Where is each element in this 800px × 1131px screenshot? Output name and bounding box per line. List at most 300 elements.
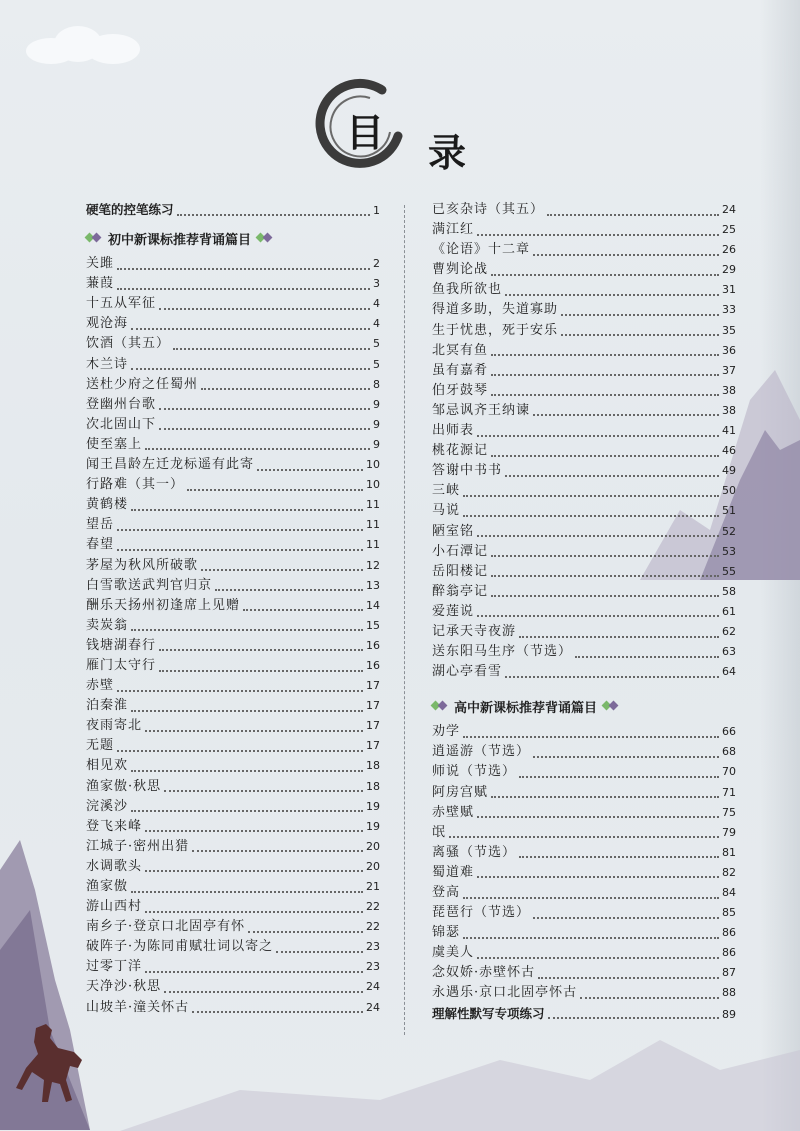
- toc-entry-title: 雁门太守行: [86, 657, 157, 673]
- toc-entry[interactable]: [86, 254, 380, 274]
- toc-entry[interactable]: [86, 937, 380, 957]
- toc-entry[interactable]: [86, 696, 380, 716]
- mountain-bottom-decoration: [120, 1020, 800, 1131]
- toc-entry-outro[interactable]: [432, 1004, 736, 1024]
- toc-entry-page: 31: [722, 283, 736, 297]
- diamond-icon: [432, 700, 448, 712]
- toc-entry[interactable]: [86, 576, 380, 596]
- toc-entry-page: 11: [366, 498, 380, 512]
- toc-entry-title: 蒹葭: [86, 276, 115, 292]
- toc-entry-title: 游山西村: [86, 899, 143, 915]
- toc-entry-title: 蜀道难: [432, 864, 475, 880]
- toc-entry-title: 出师表: [432, 423, 475, 439]
- leader-dots: [491, 373, 719, 376]
- toc-entry[interactable]: [432, 903, 736, 923]
- toc-entry[interactable]: [86, 435, 380, 455]
- leader-dots: [491, 574, 719, 577]
- toc-entry-title: 阿房宫赋: [432, 784, 489, 800]
- toc-entry[interactable]: [432, 823, 736, 843]
- section-heading-junior: [86, 224, 380, 252]
- toc-entry-title: 虞美人: [432, 945, 475, 961]
- toc-entry-title: 离骚（节选）: [432, 844, 517, 860]
- leader-dots: [159, 669, 363, 672]
- toc-entry-page: 86: [722, 946, 736, 960]
- toc-entry-page: 58: [722, 584, 736, 598]
- toc-entry[interactable]: [432, 381, 736, 401]
- leader-dots: [192, 1010, 363, 1013]
- toc-entry-title: 满江红: [432, 222, 475, 238]
- toc-entry-page: 86: [722, 926, 736, 940]
- toc-entry[interactable]: [86, 877, 380, 897]
- toc-entry[interactable]: [86, 897, 380, 917]
- toc-entry-title: 锦瑟: [432, 925, 461, 941]
- toc-entry-page: 9: [373, 397, 380, 411]
- toc-entry[interactable]: [432, 943, 736, 963]
- toc-entry[interactable]: [86, 656, 380, 676]
- toc-entry-title: 答谢中书书: [432, 463, 503, 479]
- toc-entry-page: 68: [722, 745, 736, 759]
- toc-entry-title: 《论语》十二章: [432, 242, 531, 258]
- toc-entry-page: 25: [722, 223, 736, 237]
- leader-dots: [580, 996, 719, 999]
- section-title: 初中新课标推荐背诵篇目: [108, 232, 252, 248]
- toc-entry-page: 33: [722, 303, 736, 317]
- toc-entry-page: 38: [722, 383, 736, 397]
- toc-entry[interactable]: [432, 200, 736, 220]
- leader-dots: [491, 353, 719, 356]
- toc-entry[interactable]: [432, 501, 736, 521]
- toc-entry[interactable]: [86, 716, 380, 736]
- toc-entry-page: 16: [366, 658, 380, 672]
- toc-entry[interactable]: [86, 596, 380, 616]
- toc-entry-title: 鱼我所欲也: [432, 282, 503, 298]
- leader-dots: [201, 387, 370, 390]
- toc-entry-title: 爱莲说: [432, 603, 475, 619]
- toc-entry-page: 24: [366, 1000, 380, 1014]
- leader-dots: [192, 849, 363, 852]
- toc-entry[interactable]: [432, 562, 736, 582]
- toc-entry-title: 理解性默写专项练习: [432, 1005, 545, 1021]
- toc-entry[interactable]: [86, 475, 380, 495]
- toc-entry-page: 9: [373, 417, 380, 431]
- toc-left-column: [86, 200, 380, 1018]
- toc-entry[interactable]: [86, 777, 380, 797]
- toc-entry-page: 17: [366, 739, 380, 753]
- toc-entry[interactable]: [86, 676, 380, 696]
- toc-entry[interactable]: [86, 616, 380, 636]
- leader-dots: [505, 293, 719, 296]
- leader-dots: [145, 829, 363, 832]
- horse-silhouette: [8, 1020, 88, 1110]
- leader-dots: [257, 468, 363, 471]
- title-char-mu: 目: [346, 111, 385, 155]
- leader-dots: [519, 635, 719, 638]
- toc-entry-title: 使至塞上: [86, 436, 143, 452]
- leader-dots: [491, 594, 719, 597]
- leader-dots: [477, 233, 719, 236]
- toc-entry-page: 79: [722, 825, 736, 839]
- leader-dots: [463, 514, 719, 517]
- toc-entry-page: 15: [366, 618, 380, 632]
- toc-entry-page: 11: [366, 518, 380, 532]
- leader-dots: [561, 313, 719, 316]
- toc-entry[interactable]: [432, 803, 736, 823]
- leader-dots: [187, 488, 363, 491]
- toc-entry[interactable]: [432, 361, 736, 381]
- toc-entry-page: 14: [366, 598, 380, 612]
- section-title: 高中新课标推荐背诵篇目: [454, 700, 598, 716]
- toc-entry-page: 85: [722, 906, 736, 920]
- toc-entry[interactable]: [432, 522, 736, 542]
- toc-entry[interactable]: [432, 883, 736, 903]
- toc-entry-title: 送东阳马生序（节选）: [432, 644, 573, 660]
- toc-entry-title: 南乡子·登京口北固亭有怀: [86, 919, 246, 935]
- toc-entry-title: 马说: [432, 503, 461, 519]
- toc-entry-page: 1: [373, 204, 380, 217]
- toc-entry[interactable]: [86, 556, 380, 576]
- toc-entry-page: 24: [366, 980, 380, 994]
- toc-entry-page: 70: [722, 765, 736, 779]
- toc-entry[interactable]: [86, 274, 380, 294]
- toc-entry[interactable]: [86, 636, 380, 656]
- toc-entry[interactable]: [86, 977, 380, 997]
- toc-entry[interactable]: [432, 220, 736, 240]
- toc-entry-page: 81: [722, 845, 736, 859]
- toc-entry-page: 13: [366, 578, 380, 592]
- leader-dots: [491, 454, 719, 457]
- section-heading-senior: [432, 692, 736, 720]
- toc-entry[interactable]: [86, 415, 380, 435]
- toc-entry-title: 江城子·密州出猎: [86, 838, 190, 854]
- toc-entry[interactable]: [432, 341, 736, 361]
- toc-entry-page: 19: [366, 819, 380, 833]
- diamond-icon: [257, 232, 273, 244]
- toc-entry[interactable]: [86, 797, 380, 817]
- toc-entry-page: 10: [366, 458, 380, 472]
- toc-entry-page: 9: [373, 437, 380, 451]
- leader-dots: [538, 976, 719, 979]
- toc-entry-title: 湖心亭看雪: [432, 664, 503, 680]
- toc-entry-page: 66: [722, 725, 736, 739]
- toc-entry[interactable]: [86, 817, 380, 837]
- toc-entry-page: 18: [366, 759, 380, 773]
- toc-entry[interactable]: [86, 455, 380, 475]
- leader-dots: [117, 528, 363, 531]
- leader-dots: [131, 769, 363, 772]
- toc-entry-page: 5: [373, 357, 380, 371]
- leader-dots: [243, 608, 363, 611]
- leader-dots: [117, 287, 370, 290]
- leader-dots: [145, 869, 363, 872]
- toc-entry-title: 送杜少府之任蜀州: [86, 376, 199, 392]
- toc-entry[interactable]: [86, 736, 380, 756]
- toc-entry-title: 得道多助，失道寡助: [432, 302, 559, 318]
- leader-dots: [145, 447, 370, 450]
- toc-entry-page: 89: [722, 1007, 736, 1021]
- toc-entry[interactable]: [432, 963, 736, 983]
- leader-dots: [491, 795, 719, 798]
- toc-entry-title: 黄鹤楼: [86, 497, 129, 513]
- toc-entry-page: 22: [366, 920, 380, 934]
- leader-dots: [117, 749, 363, 752]
- toc-entry[interactable]: [432, 481, 736, 501]
- toc-entry-page: 38: [722, 403, 736, 417]
- toc-entry-title: 相见欢: [86, 758, 129, 774]
- leader-dots: [477, 614, 719, 617]
- toc-entry[interactable]: [86, 857, 380, 877]
- toc-entry-page: 64: [722, 665, 736, 679]
- toc-entry-page: 88: [722, 986, 736, 1000]
- toc-entry-title: 望岳: [86, 517, 115, 533]
- toc-entry-page: 36: [722, 343, 736, 357]
- toc-entry-page: 52: [722, 524, 736, 538]
- toc-entry[interactable]: [432, 441, 736, 461]
- toc-entry[interactable]: [432, 983, 736, 1003]
- toc-entry-page: 24: [722, 203, 736, 216]
- toc-entry[interactable]: [432, 762, 736, 782]
- leader-dots: [533, 253, 719, 256]
- toc-entry-page: 20: [366, 859, 380, 873]
- toc-entry[interactable]: [86, 395, 380, 415]
- toc-entry-page: 17: [366, 679, 380, 693]
- leader-dots: [477, 875, 719, 878]
- toc-entry-intro[interactable]: [86, 200, 380, 220]
- leader-dots: [547, 213, 719, 216]
- toc-list-junior-continued: [432, 200, 736, 682]
- toc-entry-title: 念奴娇·赤壁怀古: [432, 965, 536, 981]
- leader-dots: [548, 1016, 719, 1019]
- toc-entry[interactable]: [86, 957, 380, 977]
- toc-entry[interactable]: [432, 421, 736, 441]
- leader-dots: [131, 628, 363, 631]
- leader-dots: [477, 956, 719, 959]
- toc-entry-title: 闻王昌龄左迁龙标遥有此寄: [86, 457, 255, 473]
- toc-entry-page: 26: [722, 243, 736, 257]
- toc-entry-title: 劝学: [432, 724, 461, 740]
- toc-entry-title: 琵琶行（节选）: [432, 905, 531, 921]
- diamond-icon: [86, 232, 102, 244]
- toc-entry-title: 水调歌头: [86, 858, 143, 874]
- toc-entry-page: 22: [366, 900, 380, 914]
- toc-entry-page: 61: [722, 604, 736, 618]
- toc-entry-page: 37: [722, 363, 736, 377]
- toc-list-junior: [86, 254, 380, 1018]
- toc-entry[interactable]: [432, 280, 736, 300]
- toc-entry[interactable]: [432, 300, 736, 320]
- leader-dots: [131, 508, 363, 511]
- toc-entry[interactable]: [86, 515, 380, 535]
- toc-entry-title: 陋室铭: [432, 523, 475, 539]
- toc-entry-title: 渔家傲: [86, 879, 129, 894]
- toc-list-senior: [432, 722, 736, 1003]
- column-divider: [404, 205, 406, 1035]
- toc-entry-page: 11: [366, 538, 380, 552]
- toc-entry[interactable]: [432, 722, 736, 742]
- leader-dots: [145, 910, 363, 913]
- leader-dots: [159, 307, 370, 310]
- toc-entry-title: 观沧海: [86, 316, 129, 332]
- toc-entry[interactable]: [432, 240, 736, 260]
- toc-entry-title: 记承天寺夜游: [432, 623, 517, 639]
- toc-entry[interactable]: [86, 535, 380, 555]
- toc-entry[interactable]: [86, 334, 380, 354]
- toc-entry-title: 硬笔的控笔练习: [86, 202, 174, 217]
- leader-dots: [131, 809, 363, 812]
- toc-entry-title: 天净沙·秋思: [86, 979, 162, 995]
- toc-entry-page: 23: [366, 940, 380, 954]
- diamond-icon: [603, 700, 619, 712]
- leader-dots: [248, 930, 363, 933]
- toc-entry-page: 18: [366, 779, 380, 793]
- toc-entry-page: 4: [373, 317, 380, 331]
- toc-entry-page: 62: [722, 624, 736, 638]
- toc-entry-page: 53: [722, 544, 736, 558]
- toc-entry-page: 10: [366, 478, 380, 492]
- toc-entry-page: 71: [722, 785, 736, 799]
- toc-entry[interactable]: [86, 998, 380, 1018]
- toc-entry-page: 20: [366, 839, 380, 853]
- toc-entry[interactable]: [86, 917, 380, 937]
- page-title: [310, 70, 510, 180]
- toc-entry-page: 51: [722, 504, 736, 518]
- toc-entry-title: 逍遥游（节选）: [432, 744, 531, 760]
- leader-dots: [201, 568, 363, 571]
- leader-dots: [159, 648, 363, 651]
- toc-entry-title: 伯牙鼓琴: [432, 382, 489, 398]
- leader-dots: [519, 855, 719, 858]
- cloud-decoration: [26, 26, 146, 66]
- toc-entry[interactable]: [432, 602, 736, 622]
- leader-dots: [164, 789, 363, 792]
- toc-entry-title: 氓: [432, 824, 447, 840]
- toc-entry-page: 75: [722, 805, 736, 819]
- leader-dots: [505, 474, 719, 477]
- leader-dots: [477, 815, 719, 818]
- toc-entry-title: 赤壁赋: [432, 804, 475, 820]
- toc-entry-title: 泊秦淮: [86, 698, 129, 714]
- toc-entry[interactable]: [432, 783, 736, 803]
- toc-entry[interactable]: [432, 260, 736, 280]
- toc-entry-title: 醉翁亭记: [432, 583, 489, 599]
- leader-dots: [215, 588, 363, 591]
- toc-entry-page: 41: [722, 424, 736, 438]
- toc-entry[interactable]: [432, 622, 736, 642]
- toc-entry-title: 渔家傲·秋思: [86, 778, 162, 794]
- toc-entry-title: 登高: [432, 885, 461, 900]
- toc-entry-title: 岳阳楼记: [432, 563, 489, 579]
- toc-entry-page: 87: [722, 966, 736, 980]
- toc-entry-page: 5: [373, 337, 380, 351]
- toc-entry[interactable]: [86, 294, 380, 314]
- toc-entry[interactable]: [432, 582, 736, 602]
- leader-dots: [463, 896, 719, 899]
- toc-entry-title: 卖炭翁: [86, 617, 129, 633]
- toc-entry-title: 桃花源记: [432, 443, 489, 459]
- toc-entry-page: 50: [722, 484, 736, 498]
- leader-dots: [164, 990, 363, 993]
- toc-entry-title: 登飞来峰: [86, 818, 143, 834]
- toc-entry-page: 16: [366, 638, 380, 652]
- leader-dots: [491, 554, 719, 557]
- toc-entry-title: 邹忌讽齐王纳谏: [432, 402, 531, 418]
- toc-entry-page: 19: [366, 799, 380, 813]
- leader-dots: [159, 427, 370, 430]
- toc-entry[interactable]: [86, 314, 380, 334]
- leader-dots: [463, 494, 719, 497]
- toc-entry-page: 17: [366, 699, 380, 713]
- toc-entry-title: 过零丁洋: [86, 959, 143, 975]
- leader-dots: [491, 393, 719, 396]
- toc-entry-title: 虽有嘉肴: [432, 362, 489, 378]
- leader-dots: [463, 735, 719, 738]
- toc-entry-title: 饮酒（其五）: [86, 336, 171, 352]
- toc-entry[interactable]: [86, 756, 380, 776]
- leader-dots: [131, 327, 370, 330]
- toc-entry-page: 23: [366, 960, 380, 974]
- toc-right-column: [432, 200, 736, 1024]
- leader-dots: [276, 950, 363, 953]
- toc-entry-title: 酬乐天扬州初逢席上见赠: [86, 597, 241, 613]
- toc-entry[interactable]: [432, 642, 736, 662]
- toc-entry-page: 8: [373, 377, 380, 391]
- toc-entry[interactable]: [86, 837, 380, 857]
- leader-dots: [145, 970, 363, 973]
- leader-dots: [477, 434, 719, 437]
- toc-entry-page: 12: [366, 558, 380, 572]
- toc-entry[interactable]: [86, 355, 380, 375]
- leader-dots: [519, 775, 719, 778]
- toc-entry-page: 63: [722, 645, 736, 659]
- toc-entry-title: 夜雨寄北: [86, 718, 143, 734]
- toc-entry-title: 木兰诗: [86, 356, 129, 372]
- toc-entry-page: 29: [722, 263, 736, 277]
- toc-entry-title: 曹刿论战: [432, 262, 489, 278]
- leader-dots: [131, 890, 363, 893]
- toc-entry-page: 55: [722, 564, 736, 578]
- toc-entry-title: 三峡: [432, 483, 461, 499]
- toc-entry-page: 84: [722, 886, 736, 899]
- toc-entry[interactable]: [432, 461, 736, 481]
- toc-entry-title: 已亥杂诗（其五）: [432, 202, 545, 217]
- toc-entry-title: 十五从军征: [86, 296, 157, 312]
- leader-dots: [131, 367, 370, 370]
- leader-dots: [477, 534, 719, 537]
- toc-entry[interactable]: [432, 321, 736, 341]
- toc-entry[interactable]: [432, 662, 736, 682]
- toc-entry-title: 浣溪沙: [86, 798, 129, 814]
- toc-entry[interactable]: [432, 542, 736, 562]
- leader-dots: [533, 916, 719, 919]
- toc-entry-title: 茅屋为秋风所破歌: [86, 557, 199, 573]
- toc-entry[interactable]: [432, 863, 736, 883]
- toc-entry[interactable]: [432, 401, 736, 421]
- toc-entry-page: 4: [373, 297, 380, 311]
- toc-entry-page: 46: [722, 444, 736, 458]
- toc-entry[interactable]: [86, 495, 380, 515]
- toc-entry-page: 3: [373, 277, 380, 291]
- toc-entry-title: 白雪歌送武判官归京: [86, 577, 213, 593]
- leader-dots: [533, 413, 719, 416]
- toc-entry[interactable]: [432, 742, 736, 762]
- toc-entry[interactable]: [86, 375, 380, 395]
- toc-entry-title: 钱塘湖春行: [86, 637, 157, 653]
- toc-entry[interactable]: [432, 843, 736, 863]
- toc-entry-page: 2: [373, 257, 380, 271]
- leader-dots: [463, 936, 719, 939]
- toc-entry-title: 北冥有鱼: [432, 342, 489, 358]
- toc-entry[interactable]: [432, 923, 736, 943]
- toc-entry-title: 登幽州台歌: [86, 396, 157, 412]
